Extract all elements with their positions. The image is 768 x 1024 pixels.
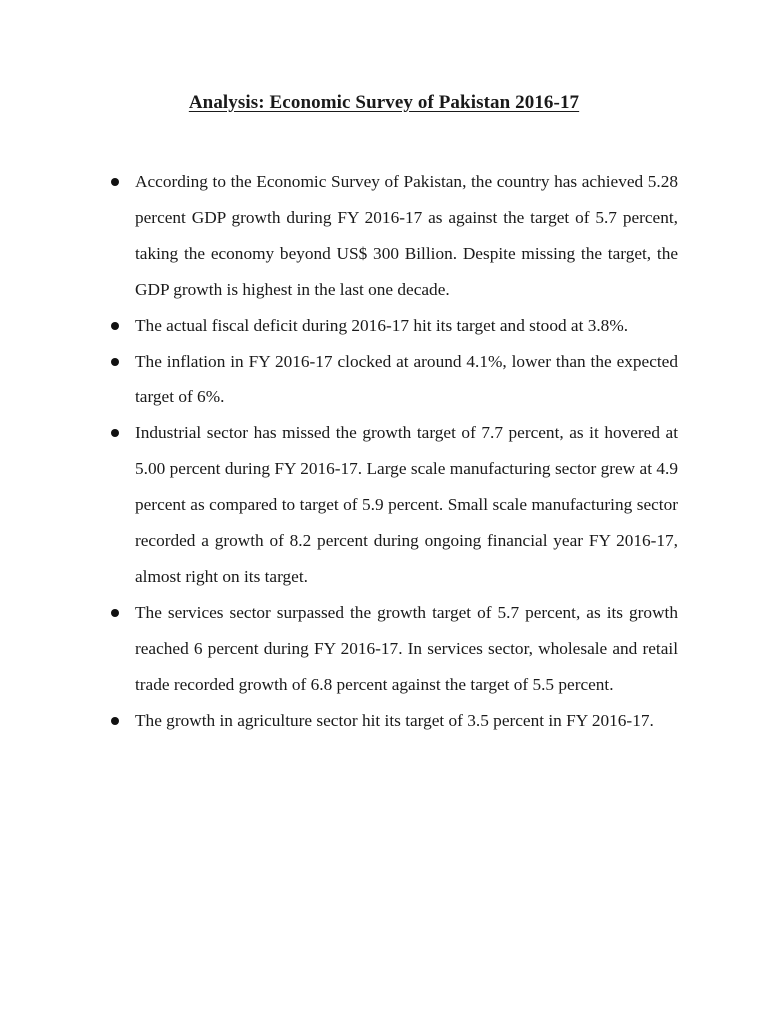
bullet-item-services — [100, 595, 678, 703]
bullet-item-gdp — [100, 164, 678, 308]
bullet-item-fiscal-deficit — [100, 308, 678, 344]
bullet-text: The services sector surpassed the growth target of 5.7 percent, as its growth reached 6 percent during FY 2016-17. In services sector, wholesale and retail trade recorded growth of 6.8 percent against the target of 5.5 percent. — [135, 602, 678, 694]
bullet-item-industrial — [100, 415, 678, 595]
bullet-text: The inflation in FY 2016-17 clocked at around 4.1%, lower than the expected target of 6%. — [135, 351, 678, 407]
bullet-text: Industrial sector has missed the growth target of 7.7 percent, as it hovered at 5.00 percent during FY 2016-17. Large scale manufacturing sector grew at 4.9 percent as compared to target of 5.9 percent. Small scale manufacturing sector recorded a growth of 8.2 percent during ongoing financial year FY 2016-17, almost right on its target. — [135, 423, 678, 586]
bullet-text: The actual fiscal deficit during 2016-17 hit its target and stood at 3.8%. — [135, 315, 629, 335]
bullet-list — [100, 164, 678, 739]
bullet-text: The growth in agriculture sector hit its target of 3.5 percent in FY 2016-17. — [135, 710, 654, 730]
bullet-dot-icon — [111, 322, 119, 330]
document-title: Analysis: Economic Survey of Pakistan 2016-17 — [188, 92, 580, 113]
bullet-dot-icon — [111, 429, 119, 437]
bullet-dot-icon — [111, 178, 119, 186]
bullet-dot-icon — [111, 358, 119, 366]
bullet-item-inflation — [100, 344, 678, 416]
bullet-item-agriculture — [100, 703, 678, 739]
bullet-dot-icon — [111, 717, 119, 725]
bullet-text: According to the Economic Survey of Pakistan, the country has achieved 5.28 percent GDP growth during FY 2016-17 as against the target of 5.7 percent, taking the economy beyond US$ 300 Billion. Despite missing the target, the GDP growth is highest in the last one decade. — [135, 172, 678, 299]
bullet-dot-icon — [111, 609, 119, 617]
